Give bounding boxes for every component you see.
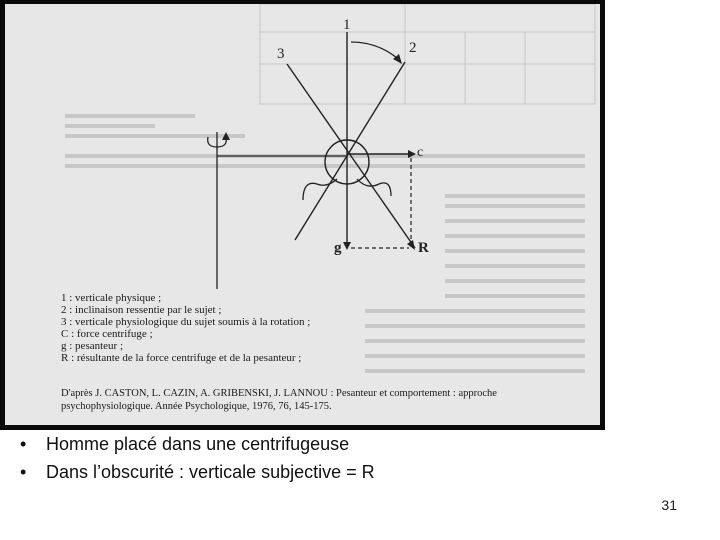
legend-item-3: 3 : verticale physiologique du sujet soumis à la rotation ; bbox=[61, 316, 311, 328]
citation bbox=[61, 388, 497, 412]
bullet-item-darkness: • Dans l’obscurité : verticale subjective = R bbox=[20, 458, 375, 486]
axis-2-felt-inclination bbox=[295, 62, 405, 240]
bullet-item-centrifuge: • Homme placé dans une centrifugeuse bbox=[20, 430, 375, 458]
scanned-figure bbox=[5, 4, 600, 425]
label-r: R bbox=[418, 240, 429, 256]
bullet-list bbox=[20, 430, 375, 486]
faded-table bbox=[260, 4, 595, 104]
label-3: 3 bbox=[277, 46, 285, 62]
label-2: 2 bbox=[409, 40, 417, 56]
label-c: c bbox=[417, 145, 424, 160]
legend-item-c: C : force centrifuge ; bbox=[61, 328, 153, 340]
subject-arm-right bbox=[357, 179, 391, 196]
figure-diagram bbox=[5, 4, 600, 425]
legend-item-r: R : résultante de la force centrifuge et de la pesanteur ; bbox=[61, 352, 302, 364]
page-number: 31 bbox=[661, 497, 677, 513]
arc-arrow-1-to-2 bbox=[351, 42, 397, 58]
legend-item-2: 2 : inclinaison ressentie par le sujet ; bbox=[61, 304, 222, 316]
citation-line-1: D'après J. CASTON, L. CAZIN, A. GRIBENSKI, J. LANNOU : Pesanteur et comportement : approche bbox=[61, 388, 497, 399]
subject-arm-left bbox=[303, 179, 337, 200]
label-1: 1 bbox=[343, 17, 351, 33]
legend bbox=[61, 292, 310, 364]
legend-item-1: 1 : verticale physique ; bbox=[61, 292, 162, 304]
citation-line-2: psychophysiologique. Année Psychologique, 1976, 76, 145-175. bbox=[61, 401, 332, 412]
arrowhead-g bbox=[343, 242, 351, 250]
label-g: g bbox=[334, 240, 342, 256]
legend-item-g: g : pesanteur ; bbox=[61, 340, 124, 352]
